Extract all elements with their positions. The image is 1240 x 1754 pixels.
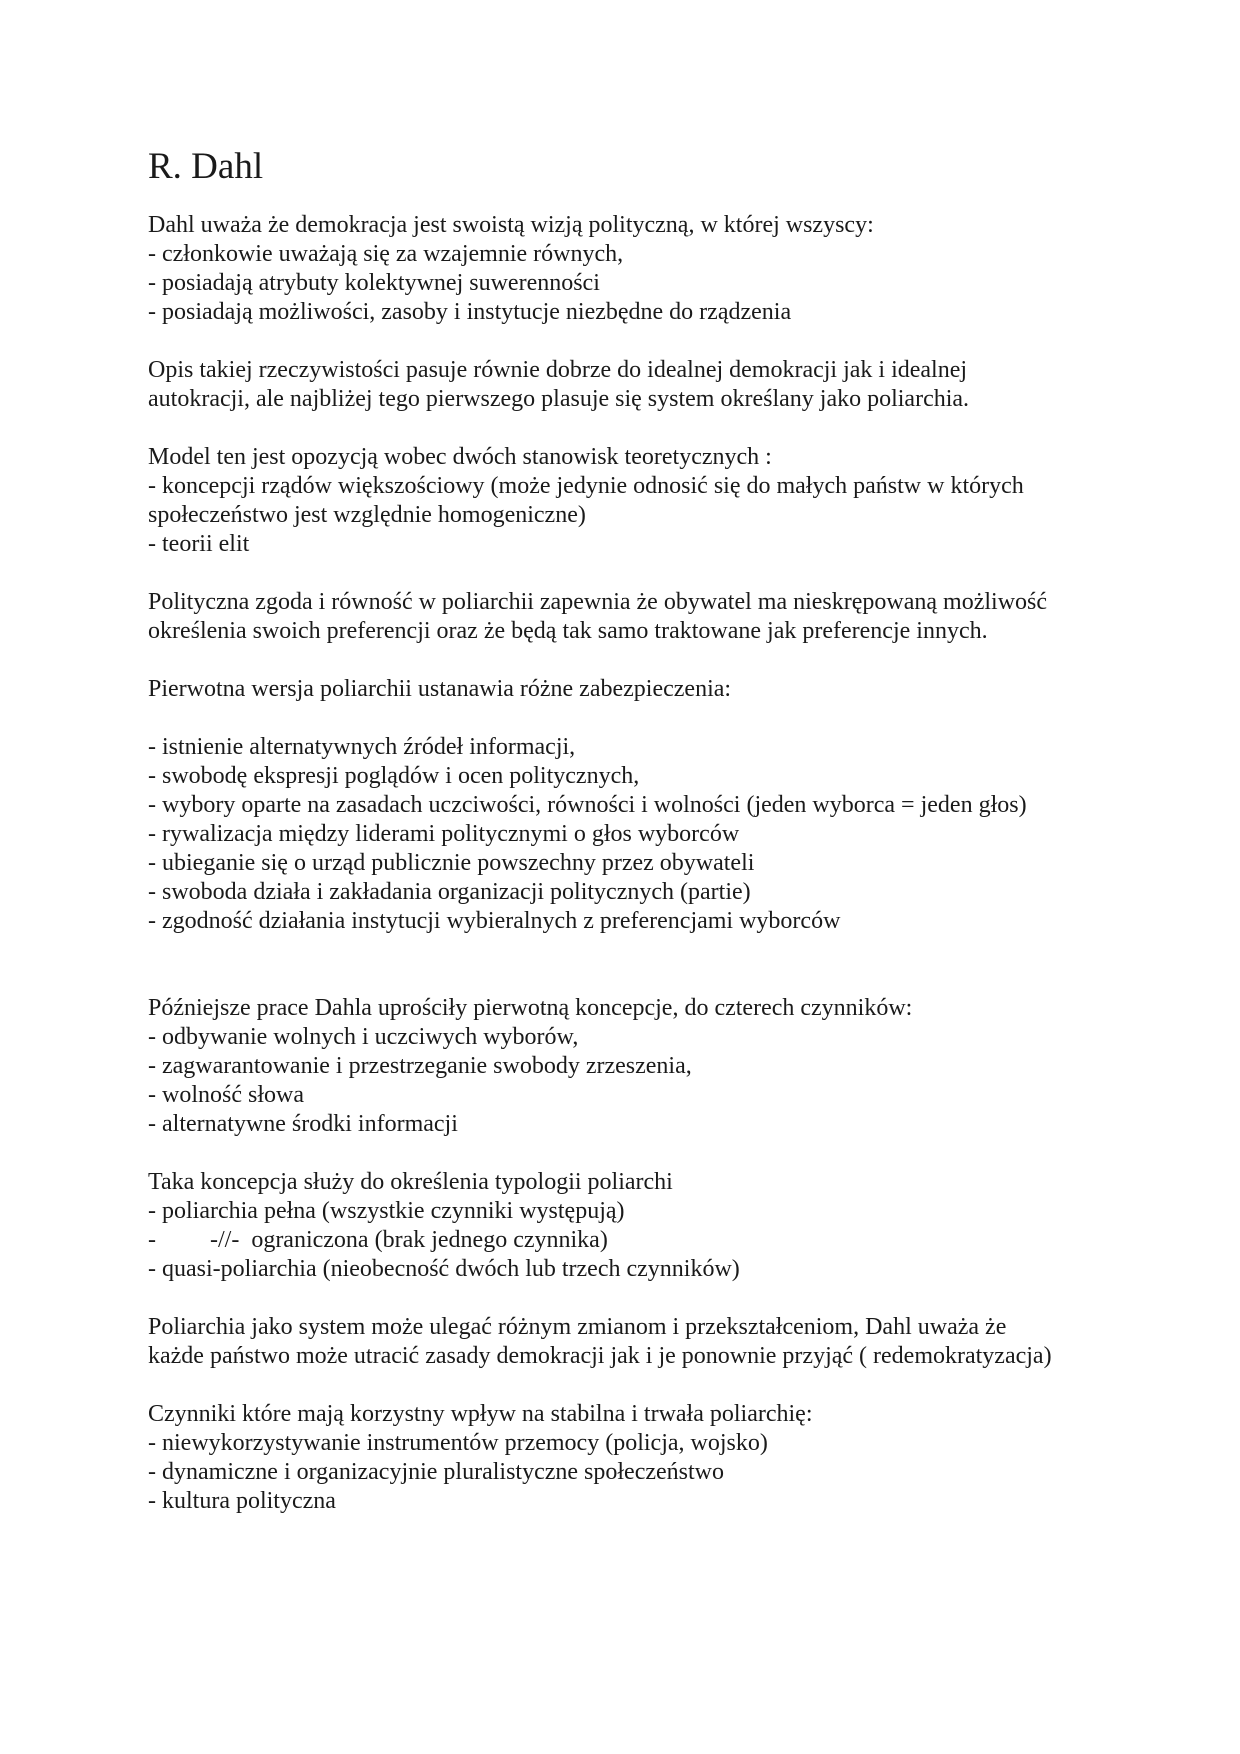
text-line: - swoboda działa i zakładania organizacji politycznych (partie) xyxy=(148,879,751,905)
text-line: - kultura polityczna xyxy=(148,1488,336,1514)
text-line: - quasi-poliarchia (nieobecność dwóch lub trzech czynników) xyxy=(148,1256,740,1282)
text-line: - posiadają możliwości, zasoby i instytucje niezbędne do rządzenia xyxy=(148,299,792,325)
text-line: Dahl uważa że demokracja jest swoistą wizją polityczną, w której wszyscy: xyxy=(148,212,874,238)
paragraph xyxy=(148,1313,1108,1371)
paragraph xyxy=(148,211,1108,327)
text-line: autokracji, ale najbliżej tego pierwszego plasuje się system określany jako poliarchia. xyxy=(148,386,970,412)
document-body xyxy=(148,211,1108,1516)
text-line: - odbywanie wolnych i uczciwych wyborów, xyxy=(148,1024,579,1050)
paragraph xyxy=(148,588,1108,646)
text-line: - poliarchia pełna (wszystkie czynniki występują) xyxy=(148,1198,625,1224)
text-line: - wolność słowa xyxy=(148,1082,304,1108)
text-line: Pierwotna wersja poliarchii ustanawia różne zabezpieczenia: xyxy=(148,676,732,702)
text-line: - niewykorzystywanie instrumentów przemocy (policja, wojsko) xyxy=(148,1430,768,1456)
paragraph xyxy=(148,356,1108,414)
text-line: Poliarchia jako system może ulegać różnym zmianom i przekształceniom, Dahl uważa że xyxy=(148,1314,1007,1340)
text-line: - -//- ograniczona (brak jednego czynnika) xyxy=(148,1227,608,1253)
paragraph xyxy=(148,994,1108,1139)
paragraph xyxy=(148,733,1108,936)
text-line: każde państwo może utracić zasady demokracji jak i je ponownie przyjąć ( redemokratyzacja) xyxy=(148,1343,1052,1369)
document-page xyxy=(148,145,1108,1545)
paragraph xyxy=(148,675,1108,704)
document-title: R. Dahl xyxy=(148,146,264,187)
text-line: - ubieganie się o urząd publicznie powszechny przez obywateli xyxy=(148,850,755,876)
text-line: Model ten jest opozycją wobec dwóch stanowisk teoretycznych : xyxy=(148,444,772,470)
text-line: - członkowie uważają się za wzajemnie równych, xyxy=(148,241,624,267)
text-line: - swobodę ekspresji poglądów i ocen politycznych, xyxy=(148,763,640,789)
spacer xyxy=(148,965,1108,994)
text-line: - alternatywne środki informacji xyxy=(148,1111,458,1137)
text-line: społeczeństwo jest względnie homogeniczne) xyxy=(148,502,586,528)
text-line: - koncepcji rządów większościowy (może jedynie odnosić się do małych państw w których xyxy=(148,473,1024,499)
text-line: - zgodność działania instytucji wybieralnych z preferencjami wyborców xyxy=(148,908,841,934)
text-line: - dynamiczne i organizacyjnie pluralistyczne społeczeństwo xyxy=(148,1459,724,1485)
text-line: Polityczna zgoda i równość w poliarchii zapewnia że obywatel ma nieskrępowaną możliwość xyxy=(148,589,1048,615)
text-line: - rywalizacja między liderami politycznymi o głos wyborców xyxy=(148,821,740,847)
paragraph xyxy=(148,1168,1108,1284)
text-line: - zagwarantowanie i przestrzeganie swobody zrzeszenia, xyxy=(148,1053,692,1079)
text-line: określenia swoich preferencji oraz że będą tak samo traktowane jak preferencje innych. xyxy=(148,618,988,644)
text-line: - istnienie alternatywnych źródeł informacji, xyxy=(148,734,576,760)
paragraph xyxy=(148,1400,1108,1516)
text-line: Taka koncepcja służy do określenia typologii poliarchi xyxy=(148,1169,673,1195)
text-line: Opis takiej rzeczywistości pasuje równie dobrze do idealnej demokracji jak i idealnej xyxy=(148,357,968,383)
text-line: - teorii elit xyxy=(148,531,250,557)
text-line: Późniejsze prace Dahla uprościły pierwotną koncepcje, do czterech czynników: xyxy=(148,995,913,1021)
text-line: Czynniki które mają korzystny wpływ na stabilna i trwała poliarchię: xyxy=(148,1401,813,1427)
paragraph xyxy=(148,443,1108,559)
text-line: - posiadają atrybuty kolektywnej suwerenności xyxy=(148,270,600,296)
text-line: - wybory oparte na zasadach uczciwości, równości i wolności (jeden wyborca = jeden głos) xyxy=(148,792,1027,818)
